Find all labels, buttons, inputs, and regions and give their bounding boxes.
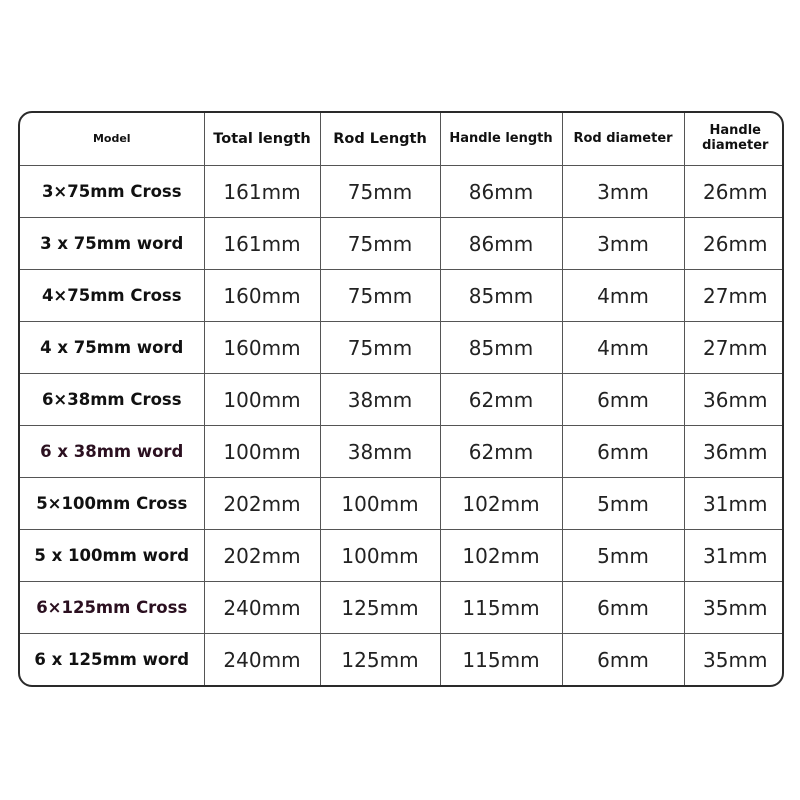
header-model: Model [20, 113, 204, 166]
cell-handle-length: 62mm [440, 426, 562, 478]
cell-rod-length: 38mm [320, 374, 440, 426]
cell-handle-length: 86mm [440, 218, 562, 270]
table-row [20, 166, 784, 218]
table-row [20, 582, 784, 634]
cell-total-length: 160mm [204, 322, 320, 374]
cell-handle-length: 115mm [440, 582, 562, 634]
table-row [20, 634, 784, 685]
table-row [20, 322, 784, 374]
cell-rod-diameter: 6mm [562, 634, 684, 685]
cell-handle-diameter: 31mm [684, 530, 784, 582]
cell-handle-diameter: 35mm [684, 582, 784, 634]
cell-handle-length: 102mm [440, 478, 562, 530]
table-row [20, 426, 784, 478]
cell-handle-length: 85mm [440, 270, 562, 322]
cell-handle-diameter: 27mm [684, 270, 784, 322]
header-rod-diameter: Rod diameter [562, 113, 684, 166]
header-handle-diameter: Handle diameter [684, 113, 784, 166]
cell-rod-length: 125mm [320, 582, 440, 634]
cell-rod-diameter: 4mm [562, 270, 684, 322]
cell-model: 5×100mm Cross [20, 478, 204, 530]
cell-handle-length: 85mm [440, 322, 562, 374]
cell-rod-length: 75mm [320, 218, 440, 270]
table-row [20, 218, 784, 270]
cell-total-length: 240mm [204, 582, 320, 634]
cell-handle-diameter: 31mm [684, 478, 784, 530]
cell-total-length: 160mm [204, 270, 320, 322]
cell-total-length: 161mm [204, 166, 320, 218]
cell-rod-diameter: 5mm [562, 478, 684, 530]
cell-model: 6 x 125mm word [20, 634, 204, 685]
cell-total-length: 100mm [204, 374, 320, 426]
cell-handle-length: 102mm [440, 530, 562, 582]
cell-total-length: 240mm [204, 634, 320, 685]
cell-total-length: 202mm [204, 478, 320, 530]
cell-model: 4 x 75mm word [20, 322, 204, 374]
cell-model: 3×75mm Cross [20, 166, 204, 218]
header-rod-length: Rod Length [320, 113, 440, 166]
cell-handle-diameter: 36mm [684, 374, 784, 426]
cell-rod-length: 75mm [320, 322, 440, 374]
cell-rod-diameter: 6mm [562, 582, 684, 634]
cell-rod-diameter: 5mm [562, 530, 684, 582]
cell-handle-diameter: 36mm [684, 426, 784, 478]
table-row [20, 374, 784, 426]
cell-model: 5 x 100mm word [20, 530, 204, 582]
spec-table [20, 113, 784, 685]
cell-rod-length: 100mm [320, 478, 440, 530]
cell-handle-length: 62mm [440, 374, 562, 426]
table-row [20, 478, 784, 530]
cell-rod-diameter: 6mm [562, 426, 684, 478]
cell-rod-diameter: 3mm [562, 218, 684, 270]
cell-rod-diameter: 3mm [562, 166, 684, 218]
cell-rod-diameter: 4mm [562, 322, 684, 374]
cell-handle-diameter: 26mm [684, 166, 784, 218]
cell-model: 3 x 75mm word [20, 218, 204, 270]
cell-rod-length: 75mm [320, 166, 440, 218]
header-total-length: Total length [204, 113, 320, 166]
cell-rod-length: 38mm [320, 426, 440, 478]
cell-total-length: 202mm [204, 530, 320, 582]
header-row [20, 113, 784, 166]
cell-rod-length: 100mm [320, 530, 440, 582]
table-body [20, 166, 784, 686]
spec-table-frame [18, 111, 784, 687]
cell-handle-diameter: 27mm [684, 322, 784, 374]
cell-handle-length: 115mm [440, 634, 562, 685]
cell-handle-length: 86mm [440, 166, 562, 218]
cell-handle-diameter: 26mm [684, 218, 784, 270]
cell-model: 6×38mm Cross [20, 374, 204, 426]
cell-total-length: 100mm [204, 426, 320, 478]
cell-model: 6 x 38mm word [20, 426, 204, 478]
table-row [20, 530, 784, 582]
cell-total-length: 161mm [204, 218, 320, 270]
cell-model: 6×125mm Cross [20, 582, 204, 634]
cell-model: 4×75mm Cross [20, 270, 204, 322]
cell-rod-diameter: 6mm [562, 374, 684, 426]
header-handle-length: Handle length [440, 113, 562, 166]
cell-handle-diameter: 35mm [684, 634, 784, 685]
cell-rod-length: 125mm [320, 634, 440, 685]
cell-rod-length: 75mm [320, 270, 440, 322]
table-row [20, 270, 784, 322]
